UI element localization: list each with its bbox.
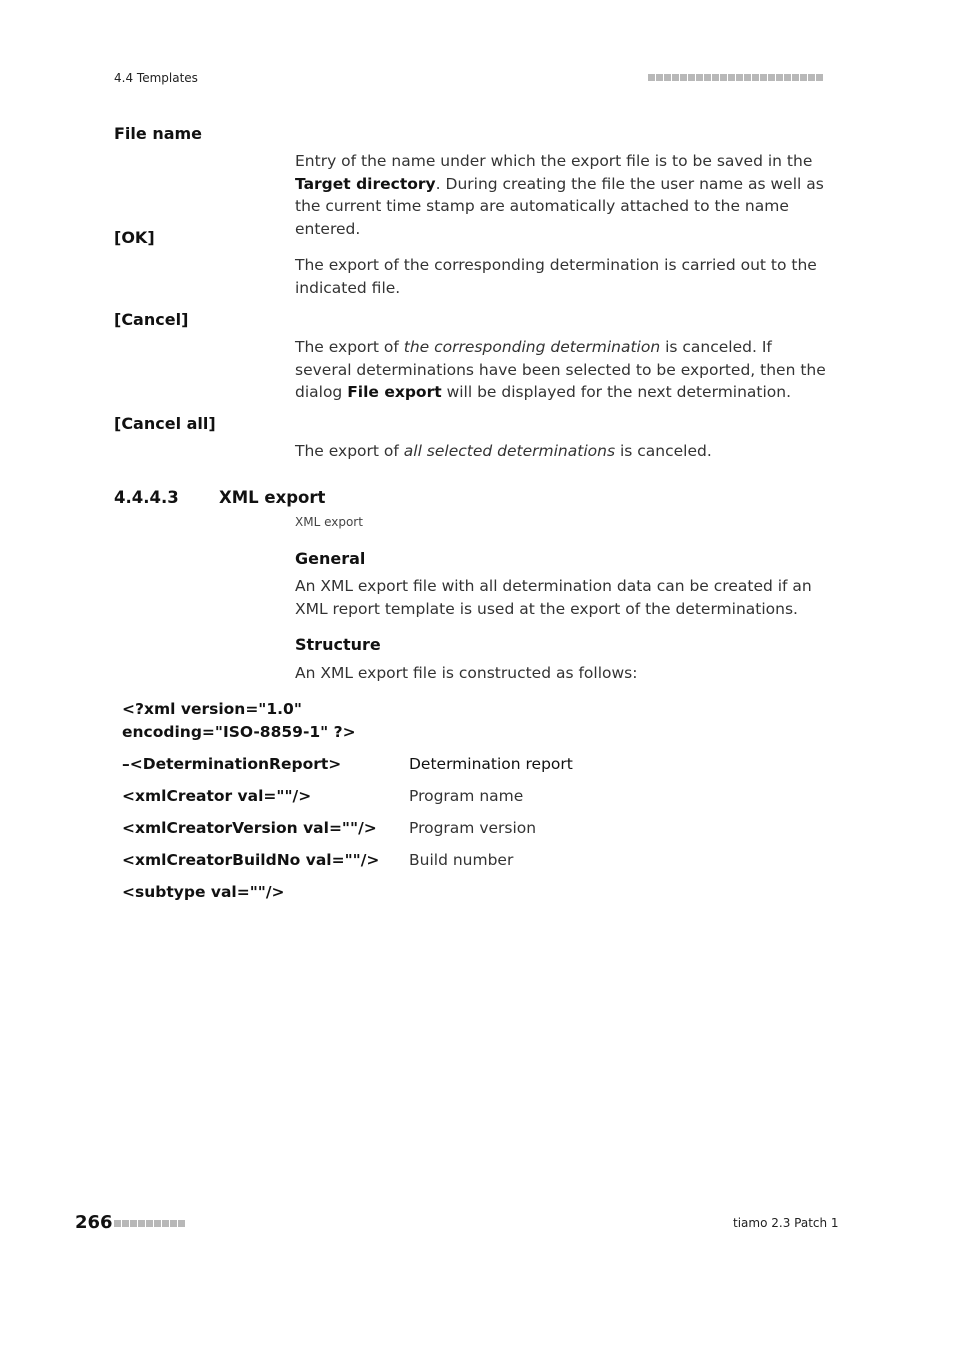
desc-text-run: The export of xyxy=(295,442,404,460)
decoration-square xyxy=(656,74,663,81)
structure-heading: Structure xyxy=(295,635,381,654)
desc-text-run: The export of the corresponding determination is carried out to the indicated file. xyxy=(295,256,817,297)
section-caption: XML export xyxy=(295,515,363,529)
xml-row-declaration: <?xml version="1.0" encoding="ISO-8859-1" ?> xyxy=(122,700,356,741)
decoration-square xyxy=(122,1220,129,1227)
term-cancel-all: [Cancel all] xyxy=(114,414,216,433)
term-ok: [OK] xyxy=(114,228,155,247)
decoration-square xyxy=(146,1220,153,1227)
decoration-square xyxy=(776,74,783,81)
section-title: XML export xyxy=(219,488,326,507)
decoration-square xyxy=(696,74,703,81)
desc-text-run: File export xyxy=(347,383,442,401)
decoration-square xyxy=(712,74,719,81)
general-text: An XML export file with all determination data can be created if an XML report template is used at the export of the determinations. xyxy=(295,577,812,618)
decoration-square xyxy=(736,74,743,81)
decoration-square xyxy=(680,74,687,81)
desc-text-run: Target directory xyxy=(295,174,436,193)
desc-text-run: The export of xyxy=(295,338,404,356)
term-file-name: File name xyxy=(114,124,203,143)
structure-text: An XML export file is constructed as follows: xyxy=(295,664,638,682)
term-cancel: [Cancel] xyxy=(114,310,189,329)
desc-text-run: . During creating the file the user name as well as the current time stamp are automatically attached to the name entered. xyxy=(295,174,824,238)
xml-row-code: <xmlCreator val=""/> xyxy=(122,787,312,805)
decoration-square xyxy=(178,1220,185,1227)
decoration-square xyxy=(752,74,759,81)
decoration-square xyxy=(808,74,815,81)
desc-text-run: is canceled. xyxy=(615,442,712,460)
desc-file-name xyxy=(295,150,835,240)
header-decoration-squares xyxy=(648,74,823,81)
xml-row-code: –<DeterminationReport> xyxy=(122,755,342,773)
xml-row-desc: Program name xyxy=(409,787,524,805)
decoration-square xyxy=(170,1220,177,1227)
xml-row-desc: Build number xyxy=(409,851,514,869)
decoration-square xyxy=(138,1220,145,1227)
xml-row-desc: Program version xyxy=(409,819,537,837)
xml-row-code: <xmlCreatorVersion val=""/> xyxy=(122,819,377,837)
decoration-square xyxy=(664,74,671,81)
decoration-square xyxy=(728,74,735,81)
decoration-square xyxy=(816,74,823,81)
desc-text-run: the corresponding determination xyxy=(403,338,661,356)
desc-text-run: Entry of the name under which the export file is to be saved in the xyxy=(295,152,813,170)
decoration-square xyxy=(688,74,695,81)
section-number: 4.4.4.3 xyxy=(114,488,179,507)
decoration-square xyxy=(154,1220,161,1227)
decoration-square xyxy=(704,74,711,81)
decoration-square xyxy=(784,74,791,81)
xml-row-code: <xmlCreatorBuildNo val=""/> xyxy=(122,851,380,869)
desc-ok xyxy=(295,254,833,299)
desc-text-run: is canceled. If several determinations have been selected to be exported, then the dialog xyxy=(295,338,826,401)
decoration-square xyxy=(130,1220,137,1227)
running-header-section: 4.4 Templates xyxy=(114,71,198,85)
desc-text-run: will be displayed for the next determination. xyxy=(441,383,792,401)
general-heading: General xyxy=(295,549,366,568)
decoration-square xyxy=(760,74,767,81)
running-footer-product: tiamo 2.3 Patch 1 xyxy=(733,1216,839,1230)
page-number: 266 xyxy=(75,1212,113,1233)
decoration-square xyxy=(768,74,775,81)
decoration-square xyxy=(744,74,751,81)
desc-cancel xyxy=(295,336,830,404)
decoration-square xyxy=(114,1220,121,1227)
decoration-square xyxy=(162,1220,169,1227)
decoration-square xyxy=(648,74,655,81)
decoration-square xyxy=(672,74,679,81)
decoration-square xyxy=(800,74,807,81)
footer-decoration-squares xyxy=(114,1220,185,1227)
desc-text-run: all selected determinations xyxy=(403,442,616,460)
decoration-square xyxy=(720,74,727,81)
desc-cancel-all xyxy=(295,440,835,463)
xml-row-code: <subtype val=""/> xyxy=(122,883,285,901)
xml-row-desc: Determination report xyxy=(409,755,573,773)
decoration-square xyxy=(792,74,799,81)
